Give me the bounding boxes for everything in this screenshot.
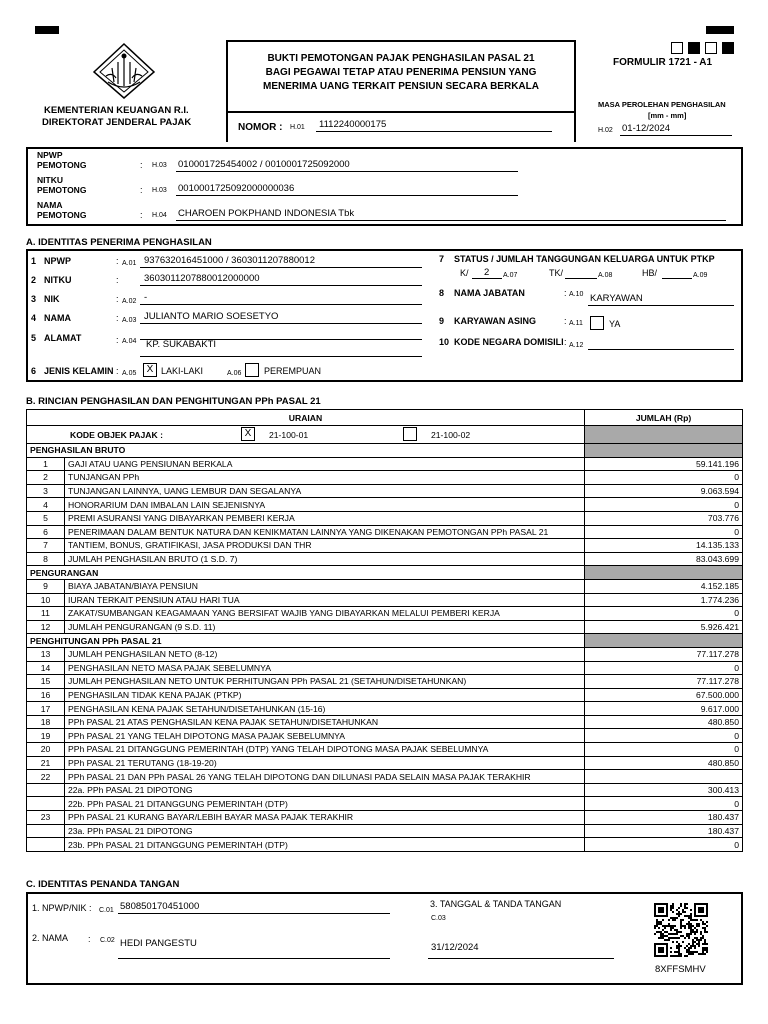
a6-label: JENIS KELAMIN: [44, 366, 114, 376]
table-row: [27, 797, 743, 811]
c1-code: C.01: [99, 907, 114, 914]
checkbox-kode-21-100-02[interactable]: [403, 427, 417, 441]
table-row: [27, 675, 743, 689]
a8-underline: [588, 305, 734, 306]
a5-underline-1: [140, 339, 422, 340]
hb-label: HB/: [642, 268, 658, 278]
row-label: BIAYA JABATAN/BIAYA PENSIUN: [65, 579, 585, 593]
row-value: 67.500.000: [585, 688, 743, 702]
a2-underline: [140, 285, 422, 286]
grey-cell: [585, 634, 743, 648]
npwp-pemotong-label: NPWP PEMOTONG: [37, 150, 87, 170]
table-row: [27, 539, 743, 553]
colon: :: [140, 185, 143, 195]
row-number: 14: [27, 661, 65, 675]
nama-pemotong-underline: [176, 220, 726, 221]
k-code: A.07: [503, 272, 518, 279]
row-value: 77.117.278: [585, 675, 743, 689]
row-number: 16: [27, 688, 65, 702]
table-row: [27, 838, 743, 852]
a3-label: NIK: [44, 294, 60, 304]
row-number: 23: [27, 811, 65, 825]
directorate-name: DIREKTORAT JENDERAL PAJAK: [42, 117, 192, 128]
tk-label: TK/: [549, 268, 564, 278]
a7-no: 7: [439, 254, 445, 264]
row-value: 0: [585, 838, 743, 852]
a9-label: KARYAWAN ASING: [454, 316, 537, 326]
kode-21-100-01-label: 21-100-01: [269, 430, 309, 440]
kode-objek-cell: [27, 426, 585, 444]
group-pengurangan-row: [27, 566, 743, 580]
row-value: 0: [585, 607, 743, 621]
row-label: PENGHASILAN NETO MASA PAJAK SEBELUMNYA: [65, 661, 585, 675]
checkbox-karyawan-asing[interactable]: [590, 316, 604, 330]
row-number: 9: [27, 579, 65, 593]
checkbox-laki-laki[interactable]: X: [143, 363, 157, 377]
c3-code: C.03: [431, 915, 446, 922]
a3-value: -: [144, 292, 148, 303]
row-label: JUMLAH PENGHASILAN BRUTO (1 S.D. 7): [65, 552, 585, 566]
a4-no: 4: [31, 313, 37, 323]
row-value: 703.776: [585, 511, 743, 525]
table-row: [27, 688, 743, 702]
row-number: [27, 824, 65, 838]
table-header-row: [27, 410, 743, 426]
table-row: [27, 552, 743, 566]
colon: :: [116, 256, 119, 266]
row-label: IURAN TERKAIT PENSIUN ATAU HARI TUA: [65, 593, 585, 607]
a3-no: 3: [31, 294, 37, 304]
row-value: [585, 770, 743, 784]
grey-cell: [585, 566, 743, 580]
npwp-pemotong-code: H.03: [152, 162, 167, 169]
a6-no: 6: [31, 366, 37, 376]
rincian-table: [26, 409, 743, 852]
row-label: PPh PASAL 21 DAN PPh PASAL 26 YANG TELAH DIPOTONG DAN DILUNASI PADA SELAIN MASA PAJAK TERAKHIR: [65, 770, 585, 784]
row-label: PPh PASAL 21 DITANGGUNG PEMERINTAH (DTP) YANG TELAH DIPOTONG MASA PAJAK SEBELUMNYA: [65, 743, 585, 757]
form-name: FORMULIR 1721 - A1: [613, 57, 713, 68]
masa-format: [mm - mm]: [648, 111, 687, 120]
row-label: TUNJANGAN LAINNYA, UANG LEMBUR DAN SEGALANYA: [65, 484, 585, 498]
group-penghitungan-label: PENGHITUNGAN PPh PASAL 21: [27, 634, 585, 648]
a8-label: NAMA JABATAN: [454, 288, 525, 298]
table-row: [27, 525, 743, 539]
kode-objek-label: KODE OBJEK PAJAK :: [70, 430, 163, 440]
laki-laki-label: LAKI-LAKI: [161, 366, 204, 376]
row-label: PPh PASAL 21 YANG TELAH DIPOTONG MASA PAJAK SEBELUMNYA: [65, 729, 585, 743]
a8-code: A.10: [569, 291, 584, 298]
a8-no: 8: [439, 288, 445, 298]
grey-cell: [585, 426, 743, 444]
table-row: [27, 607, 743, 621]
group-bruto-row: [27, 444, 743, 458]
table-row: [27, 647, 743, 661]
a5-label: ALAMAT: [44, 333, 82, 343]
row-number: 15: [27, 675, 65, 689]
table-row: [27, 702, 743, 716]
row-label: PREMI ASURANSI YANG DIBAYARKAN PEMBERI KERJA: [65, 511, 585, 525]
row-number: 13: [27, 647, 65, 661]
table-row: [27, 756, 743, 770]
a10-underline: [588, 349, 734, 350]
a10-code: A.12: [569, 342, 584, 349]
verification-code: 8XFFSMHV: [655, 964, 706, 975]
a5-underline-2: [140, 356, 422, 357]
row-value: 0: [585, 471, 743, 485]
checkbox-kode-21-100-01[interactable]: X: [241, 427, 255, 441]
row-label: JUMLAH PENGHASILAN NETO (8-12): [65, 647, 585, 661]
row-number: 8: [27, 552, 65, 566]
a10-label: KODE NEGARA DOMISILI: [454, 337, 564, 347]
table-row: [27, 715, 743, 729]
row-value: 9.617.000: [585, 702, 743, 716]
row-label: TANTIEM, BONUS, GRATIFIKASI, JASA PRODUKSI DAN THR: [65, 539, 585, 553]
row-value: 300.413: [585, 783, 743, 797]
nama-pemotong-label: NAMA PEMOTONG: [37, 200, 87, 220]
form-title-line-1: BUKTI PEMOTONGAN PAJAK PENGHASILAN PASAL 21: [267, 53, 535, 64]
a4-underline: [140, 323, 422, 324]
a2-no: 2: [31, 275, 37, 285]
row-value: 480.850: [585, 756, 743, 770]
c1-value: 580850170451000: [120, 901, 200, 912]
colon: :: [116, 335, 119, 345]
row-value: 0: [585, 729, 743, 743]
table-row: [27, 661, 743, 675]
npwp-pemotong-underline: [176, 171, 518, 172]
a9-no: 9: [439, 316, 445, 326]
row-number: 12: [27, 620, 65, 634]
section-a-title: A. IDENTITAS PENERIMA PENGHASILAN: [26, 237, 212, 248]
table-row: [27, 484, 743, 498]
colon: :: [564, 337, 567, 347]
colon: :: [140, 210, 143, 220]
section-a-box: [26, 249, 743, 382]
k-value: 2: [484, 267, 490, 278]
a4-value: JULIANTO MARIO SOESETYO: [144, 311, 279, 322]
hb-code: A.09: [693, 272, 708, 279]
table-row: [27, 471, 743, 485]
a5-code: A.04: [122, 338, 137, 345]
group-bruto-label: PENGHASILAN BRUTO: [27, 444, 585, 458]
row-label: PENGHASILAN TIDAK KENA PAJAK (PTKP): [65, 688, 585, 702]
nitku-pemotong-value: 0010001725092000000036: [178, 183, 295, 194]
a5-no: 5: [31, 333, 37, 343]
row-label: TUNJANGAN PPh: [65, 471, 585, 485]
row-value: 4.152.185: [585, 579, 743, 593]
row-label: 22a. PPh PASAL 21 DIPOTONG: [65, 783, 585, 797]
row-number: 18: [27, 715, 65, 729]
table-row: [27, 457, 743, 471]
a1-label: NPWP: [44, 256, 71, 266]
row-number: 11: [27, 607, 65, 621]
colon: :: [140, 160, 143, 170]
table-row: [27, 729, 743, 743]
masa-value: 01-12/2024: [622, 123, 671, 134]
row-number: 2: [27, 471, 65, 485]
row-label: PPh PASAL 21 ATAS PENGHASILAN KENA PAJAK SETAHUN/DISETAHUNKAN: [65, 715, 585, 729]
colon: :: [116, 313, 119, 323]
table-row: [27, 579, 743, 593]
group-penghitungan-row: [27, 634, 743, 648]
row-number: 5: [27, 511, 65, 525]
ministry-emblem-icon: [92, 42, 156, 100]
colon: :: [88, 934, 91, 944]
k-underline: [472, 278, 502, 279]
tk-underline: [565, 278, 597, 279]
a5-value: KP. SUKABAKTI: [146, 339, 217, 350]
row-number: 1: [27, 457, 65, 471]
row-number: 6: [27, 525, 65, 539]
nama-pemotong-value: CHAROEN POKPHAND INDONESIA Tbk: [178, 208, 355, 219]
row-number: [27, 783, 65, 797]
colon: :: [116, 294, 119, 304]
corner-mark-right: [706, 26, 734, 34]
nomor-label: NOMOR :: [238, 122, 283, 133]
pemotong-box: [26, 147, 743, 226]
a9-code: A.11: [569, 320, 583, 327]
row-value: 5.926.421: [585, 620, 743, 634]
masa-code: H.02: [598, 127, 613, 134]
masa-label: MASA PEROLEHAN PENGHASILAN: [598, 100, 726, 109]
c2-value: HEDI PANGESTU: [120, 938, 197, 949]
row-value: 180.437: [585, 811, 743, 825]
table-row: [27, 811, 743, 825]
a7-label: STATUS / JUMLAH TANGGUNGAN KELUARGA UNTUK PTKP: [454, 254, 715, 264]
row-label: 23a. PPh PASAL 21 DIPOTONG: [65, 824, 585, 838]
c2-label: 2. NAMA: [32, 933, 69, 943]
row-value: 0: [585, 498, 743, 512]
row-value: 0: [585, 797, 743, 811]
table-row: [27, 498, 743, 512]
a2-label: NITKU: [44, 275, 72, 285]
k-label: K/: [460, 268, 469, 278]
row-value: 480.850: [585, 715, 743, 729]
row-value: 59.141.196: [585, 457, 743, 471]
form-title-line-3: MENERIMA UANG TERKAIT PENSIUN SECARA BERKALA: [263, 81, 539, 92]
row-value: 14.135.133: [585, 539, 743, 553]
table-row: [27, 593, 743, 607]
c3-underline: [428, 958, 614, 959]
row-label: 23b. PPh PASAL 21 DITANGGUNG PEMERINTAH (DTP): [65, 838, 585, 852]
grey-cell: [585, 444, 743, 458]
form-marks: [671, 42, 737, 54]
hb-underline: [662, 278, 692, 279]
row-number: 17: [27, 702, 65, 716]
row-number: 4: [27, 498, 65, 512]
npwp-pemotong-value: 010001725454002 / 0010001725092000: [178, 159, 350, 170]
table-row: [27, 770, 743, 784]
c2-code: C.02: [100, 937, 115, 944]
nomor-code: H.01: [290, 124, 305, 131]
a1-no: 1: [31, 256, 37, 266]
tk-code: A.08: [598, 272, 613, 279]
form-title-line-2: BAGI PEGAWAI TETAP ATAU PENERIMA PENSIUN YANG: [265, 67, 537, 78]
row-number: 3: [27, 484, 65, 498]
row-number: 20: [27, 743, 65, 757]
row-number: 10: [27, 593, 65, 607]
c1-label: 1. NPWP/NIK :: [32, 903, 92, 913]
corner-mark-left: [35, 26, 59, 34]
colon: :: [116, 275, 119, 285]
row-value: 0: [585, 743, 743, 757]
kode-21-100-02-label: 21-100-02: [431, 430, 471, 440]
table-row: [27, 824, 743, 838]
a4-label: NAMA: [44, 313, 71, 323]
ministry-name: KEMENTERIAN KEUANGAN R.I.: [44, 105, 189, 116]
nitku-pemotong-code: H.03: [152, 187, 167, 194]
row-number: 21: [27, 756, 65, 770]
nitku-pemotong-label: NITKU PEMOTONG: [37, 175, 87, 195]
row-label: GAJI ATAU UANG PENSIUNAN BERKALA: [65, 457, 585, 471]
row-label: PPh PASAL 21 KURANG BAYAR/LEBIH BAYAR MASA PAJAK TERAKHIR: [65, 811, 585, 825]
a4-code: A.03: [122, 317, 137, 324]
row-label: HONORARIUM DAN IMBALAN LAIN SEJENISNYA: [65, 498, 585, 512]
row-number: 7: [27, 539, 65, 553]
asing-ya-label: YA: [609, 319, 621, 329]
table-row: [27, 743, 743, 757]
row-value: 0: [585, 661, 743, 675]
a1-underline: [140, 267, 422, 268]
row-label: JUMLAH PENGHASILAN NETO UNTUK PERHITUNGAN PPh PASAL 21 (SETAHUN/DISETAHUNKAN): [65, 675, 585, 689]
a1-value: 937632016451000 / 3603011207880012: [144, 255, 315, 266]
row-label: PENGHASILAN KENA PAJAK SETAHUN/DISETAHUNKAN (15-16): [65, 702, 585, 716]
table-row: [27, 783, 743, 797]
row-number: 19: [27, 729, 65, 743]
a8-value: KARYAWAN: [590, 293, 643, 304]
colon: :: [564, 288, 567, 298]
col-uraian-header: URAIAN: [27, 410, 585, 426]
colon: :: [564, 316, 567, 326]
a6-code-p: A.06: [227, 370, 242, 377]
row-label: 22b. PPh PASAL 21 DITANGGUNG PEMERINTAH (DTP): [65, 797, 585, 811]
row-value: 1.774.236: [585, 593, 743, 607]
table-row: [27, 620, 743, 634]
row-label: PPh PASAL 21 TERUTANG (18-19-20): [65, 756, 585, 770]
row-number: 22: [27, 770, 65, 784]
row-value: 77.117.278: [585, 647, 743, 661]
row-number: [27, 797, 65, 811]
nomor-underline: [316, 131, 552, 132]
row-number: [27, 838, 65, 852]
qr-code-icon: [654, 903, 708, 957]
perempuan-label: PEREMPUAN: [264, 366, 322, 376]
colon: :: [116, 366, 119, 376]
a3-code: A.02: [122, 298, 137, 305]
row-label: ZAKAT/SUMBANGAN KEAGAMAAN YANG BERSIFAT WAJIB YANG DIBAYARKAN MELALUI PEMBERI KERJA: [65, 607, 585, 621]
row-label: JUMLAH PENGURANGAN (9 S.D. 11): [65, 620, 585, 634]
col-jumlah-header: JUMLAH (Rp): [585, 410, 743, 426]
a3-underline: [140, 304, 422, 305]
section-c-title: C. IDENTITAS PENANDA TANGAN: [26, 879, 180, 890]
a6-code-l: A.05: [122, 370, 137, 377]
c3-date: 31/12/2024: [431, 942, 479, 953]
table-row: [27, 511, 743, 525]
nitku-pemotong-underline: [176, 195, 518, 196]
c3-label: 3. TANGGAL & TANDA TANGAN: [430, 899, 562, 909]
kode-objek-row: [27, 426, 743, 444]
nama-pemotong-code: H.04: [152, 212, 167, 219]
a2-value: 3603011207880012000000: [144, 273, 260, 284]
section-b-title: B. RINCIAN PENGHASILAN DAN PENGHITUNGAN PPh PASAL 21: [26, 396, 321, 407]
checkbox-perempuan[interactable]: [245, 363, 259, 377]
row-value: 9.063.594: [585, 484, 743, 498]
row-label: PENERIMAAN DALAM BENTUK NATURA DAN KENIKMATAN LAINNYA YANG DIKENAKAN PEMOTONGAN PPh PASAL 21: [65, 525, 585, 539]
c1-underline: [118, 913, 390, 914]
a1-code: A.01: [122, 260, 137, 267]
row-value: 0: [585, 525, 743, 539]
c2-underline: [118, 958, 390, 959]
group-pengurangan-label: PENGURANGAN: [27, 566, 585, 580]
row-value: 83.043.699: [585, 552, 743, 566]
a10-no: 10: [439, 337, 450, 347]
nomor-value: 1112240000175: [319, 119, 387, 130]
row-value: 180.437: [585, 824, 743, 838]
masa-underline: [620, 135, 732, 136]
